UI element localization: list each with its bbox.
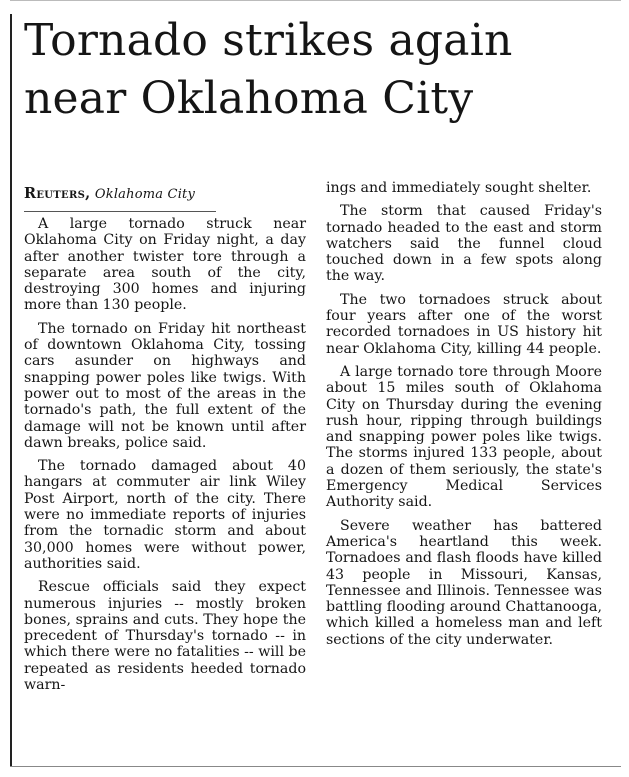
right-column (326, 180, 602, 655)
left-column (24, 180, 306, 700)
paragraph: Severe weather has battered America's heartland this week. Tornadoes and flash floods have killed 43 people in Missouri, Kansas, Tennessee and Illinois. Tennessee was battling flooding around Chattanooga, which killed a homeless man and left sections of the city underwater. (326, 517, 602, 648)
byline-agency: Reuters, (24, 185, 91, 202)
paragraph: Rescue officials said they expect numerous injuries -- mostly broken bones, sprains and cuts. They hope the precedent of Thursday's tornado -- in which there were no fatalities -- will be repeated as residents heeded tornado warn- (24, 579, 306, 694)
paragraph: The tornado on Friday hit northeast of downtown Oklahoma City, tossing cars asunder on highways and snapping power poles like twigs. With power out to most of the areas in the tornado's path, the full extent of the damage will not be known until after dawn breaks, police said. (24, 320, 306, 451)
paragraph: A large tornado struck near Oklahoma City on Friday night, a day after another twister tore through a separate area south of the city, destroying 300 homes and injuring more than 130 people. (24, 216, 306, 314)
headline: Tornado strikes again near Oklahoma City (24, 15, 513, 124)
paragraph: The storm that caused Friday's tornado headed to the east and storm watchers said the funnel cloud touched down in a few spots along the way. (326, 203, 602, 285)
paragraph: The tornado damaged about 40 hangars at commuter air link Wiley Post Airport, north of the city. There were no immediate reports of injuries from the tornadic storm and about 30,000 homes were without power, authorities said. (24, 458, 306, 572)
top-rule (10, 0, 621, 1)
paragraph-continued: ings and immediately sought shelter. (326, 180, 592, 196)
byline-location: Oklahoma City (94, 187, 196, 202)
paragraph: A large tornado tore through Moore about 15 miles south of Oklahoma City on Thursday during the evening rush hour, ripping through buildings and snapping power poles like twigs. The storms injured 133 people, about a dozen of them seriously, the state's Emergency Medical Services Authority said. (326, 363, 602, 511)
byline (24, 186, 216, 212)
paragraph: The two tornadoes struck about four years after one of the worst recorded tornadoes in US history hit near Oklahoma City, killing 44 people. (326, 291, 602, 357)
bottom-rule (10, 766, 621, 767)
left-frame-rule (10, 14, 12, 766)
